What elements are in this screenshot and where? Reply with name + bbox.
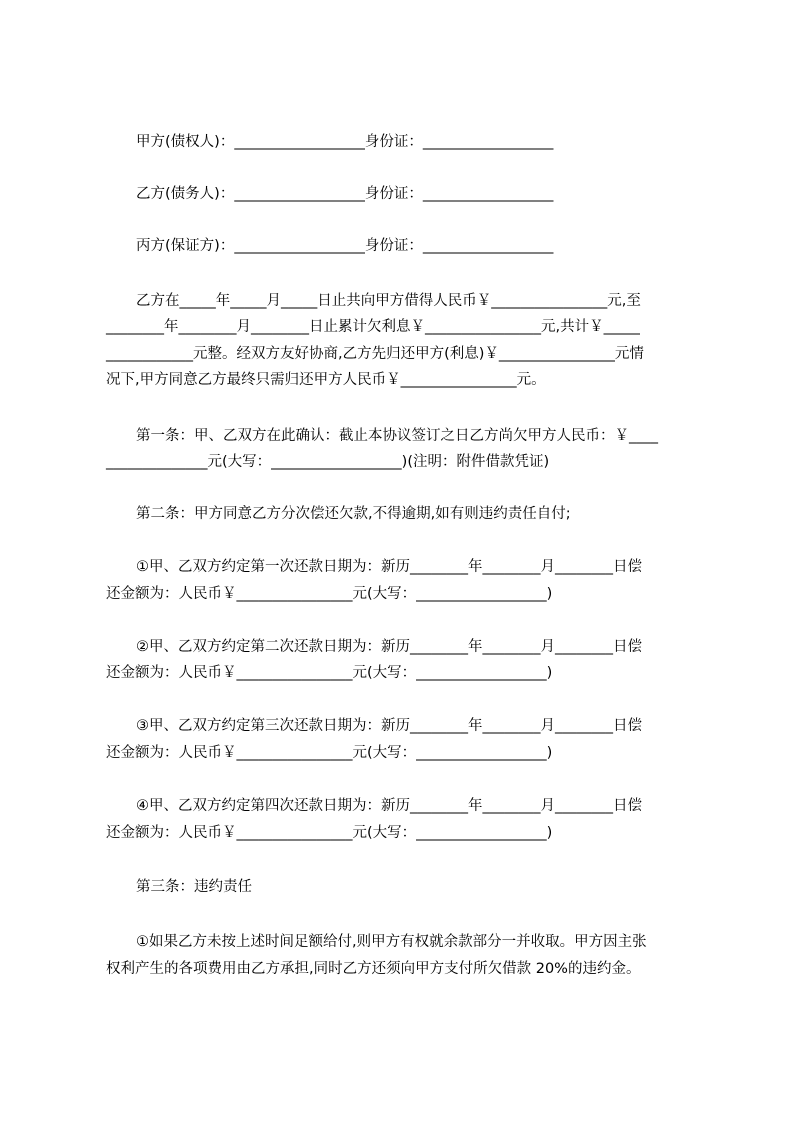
article-3-title: 第三条：违约责任 xyxy=(136,879,252,895)
debtor-line: 乙方(债务人)：__________________身份证：__________________ xyxy=(136,186,554,202)
article-1-line-2: ______________元(大写：__________________)(注明：附件借款凭证) xyxy=(106,454,550,470)
article-3-line-1: ①如果乙方未按上述时间足额给付,则甲方有权就余款部分一并收取。甲方因主张 xyxy=(136,934,647,950)
installment-4-line-2: 还金额为：人民币￥________________元(大写：__________________) xyxy=(106,825,553,841)
article-3-line-2: 权利产生的各项费用由乙方承担,同时乙方还须向甲方支付所欠借款 20%的违约金。 xyxy=(106,961,641,977)
creditor-line: 甲方(债权人)：__________________身份证：__________________ xyxy=(136,134,554,150)
guarantor-line: 丙方(保证方)：__________________身份证：__________________ xyxy=(136,238,554,254)
installment-3-line-2: 还金额为：人民币￥________________元(大写：__________________) xyxy=(106,745,553,761)
installment-4-line-1: ④甲、乙双方约定第四次还款日期为：新历________年________月________日偿 xyxy=(136,798,642,814)
installment-3-line-1: ③甲、乙双方约定第三次还款日期为：新历________年________月________日偿 xyxy=(136,718,642,734)
installment-1-line-2: 还金额为：人民币￥________________元(大写：__________________) xyxy=(106,586,553,602)
intro-line-4: 况下,甲方同意乙方最终只需归还甲方人民币￥________________元。 xyxy=(106,372,546,388)
intro-line-3: ____________元整。经双方友好协商,乙方先归还甲方(利息)￥________________元情 xyxy=(106,346,644,362)
installment-2-line-1: ②甲、乙双方约定第二次还款日期为：新历________年________月________日偿 xyxy=(136,639,642,655)
installment-1-line-1: ①甲、乙双方约定第一次还款日期为：新历________年________月________日偿 xyxy=(136,559,642,575)
article-2-title: 第二条：甲方同意乙方分次偿还欠款,不得逾期,如有则违约责任自付; xyxy=(136,506,571,522)
article-1-line-1: 第一条：甲、乙双方在此确认：截止本协议签订之日乙方尚欠甲方人民币：￥____ xyxy=(136,428,658,444)
intro-line-1: 乙方在_____年_____月_____日止共向甲方借得人民币￥________________元,至 xyxy=(136,293,641,309)
installment-2-line-2: 还金额为：人民币￥________________元(大写：__________________) xyxy=(106,665,553,681)
intro-line-2: ________年________月________日止累计欠利息￥________________元,共计￥_____ xyxy=(106,319,640,335)
